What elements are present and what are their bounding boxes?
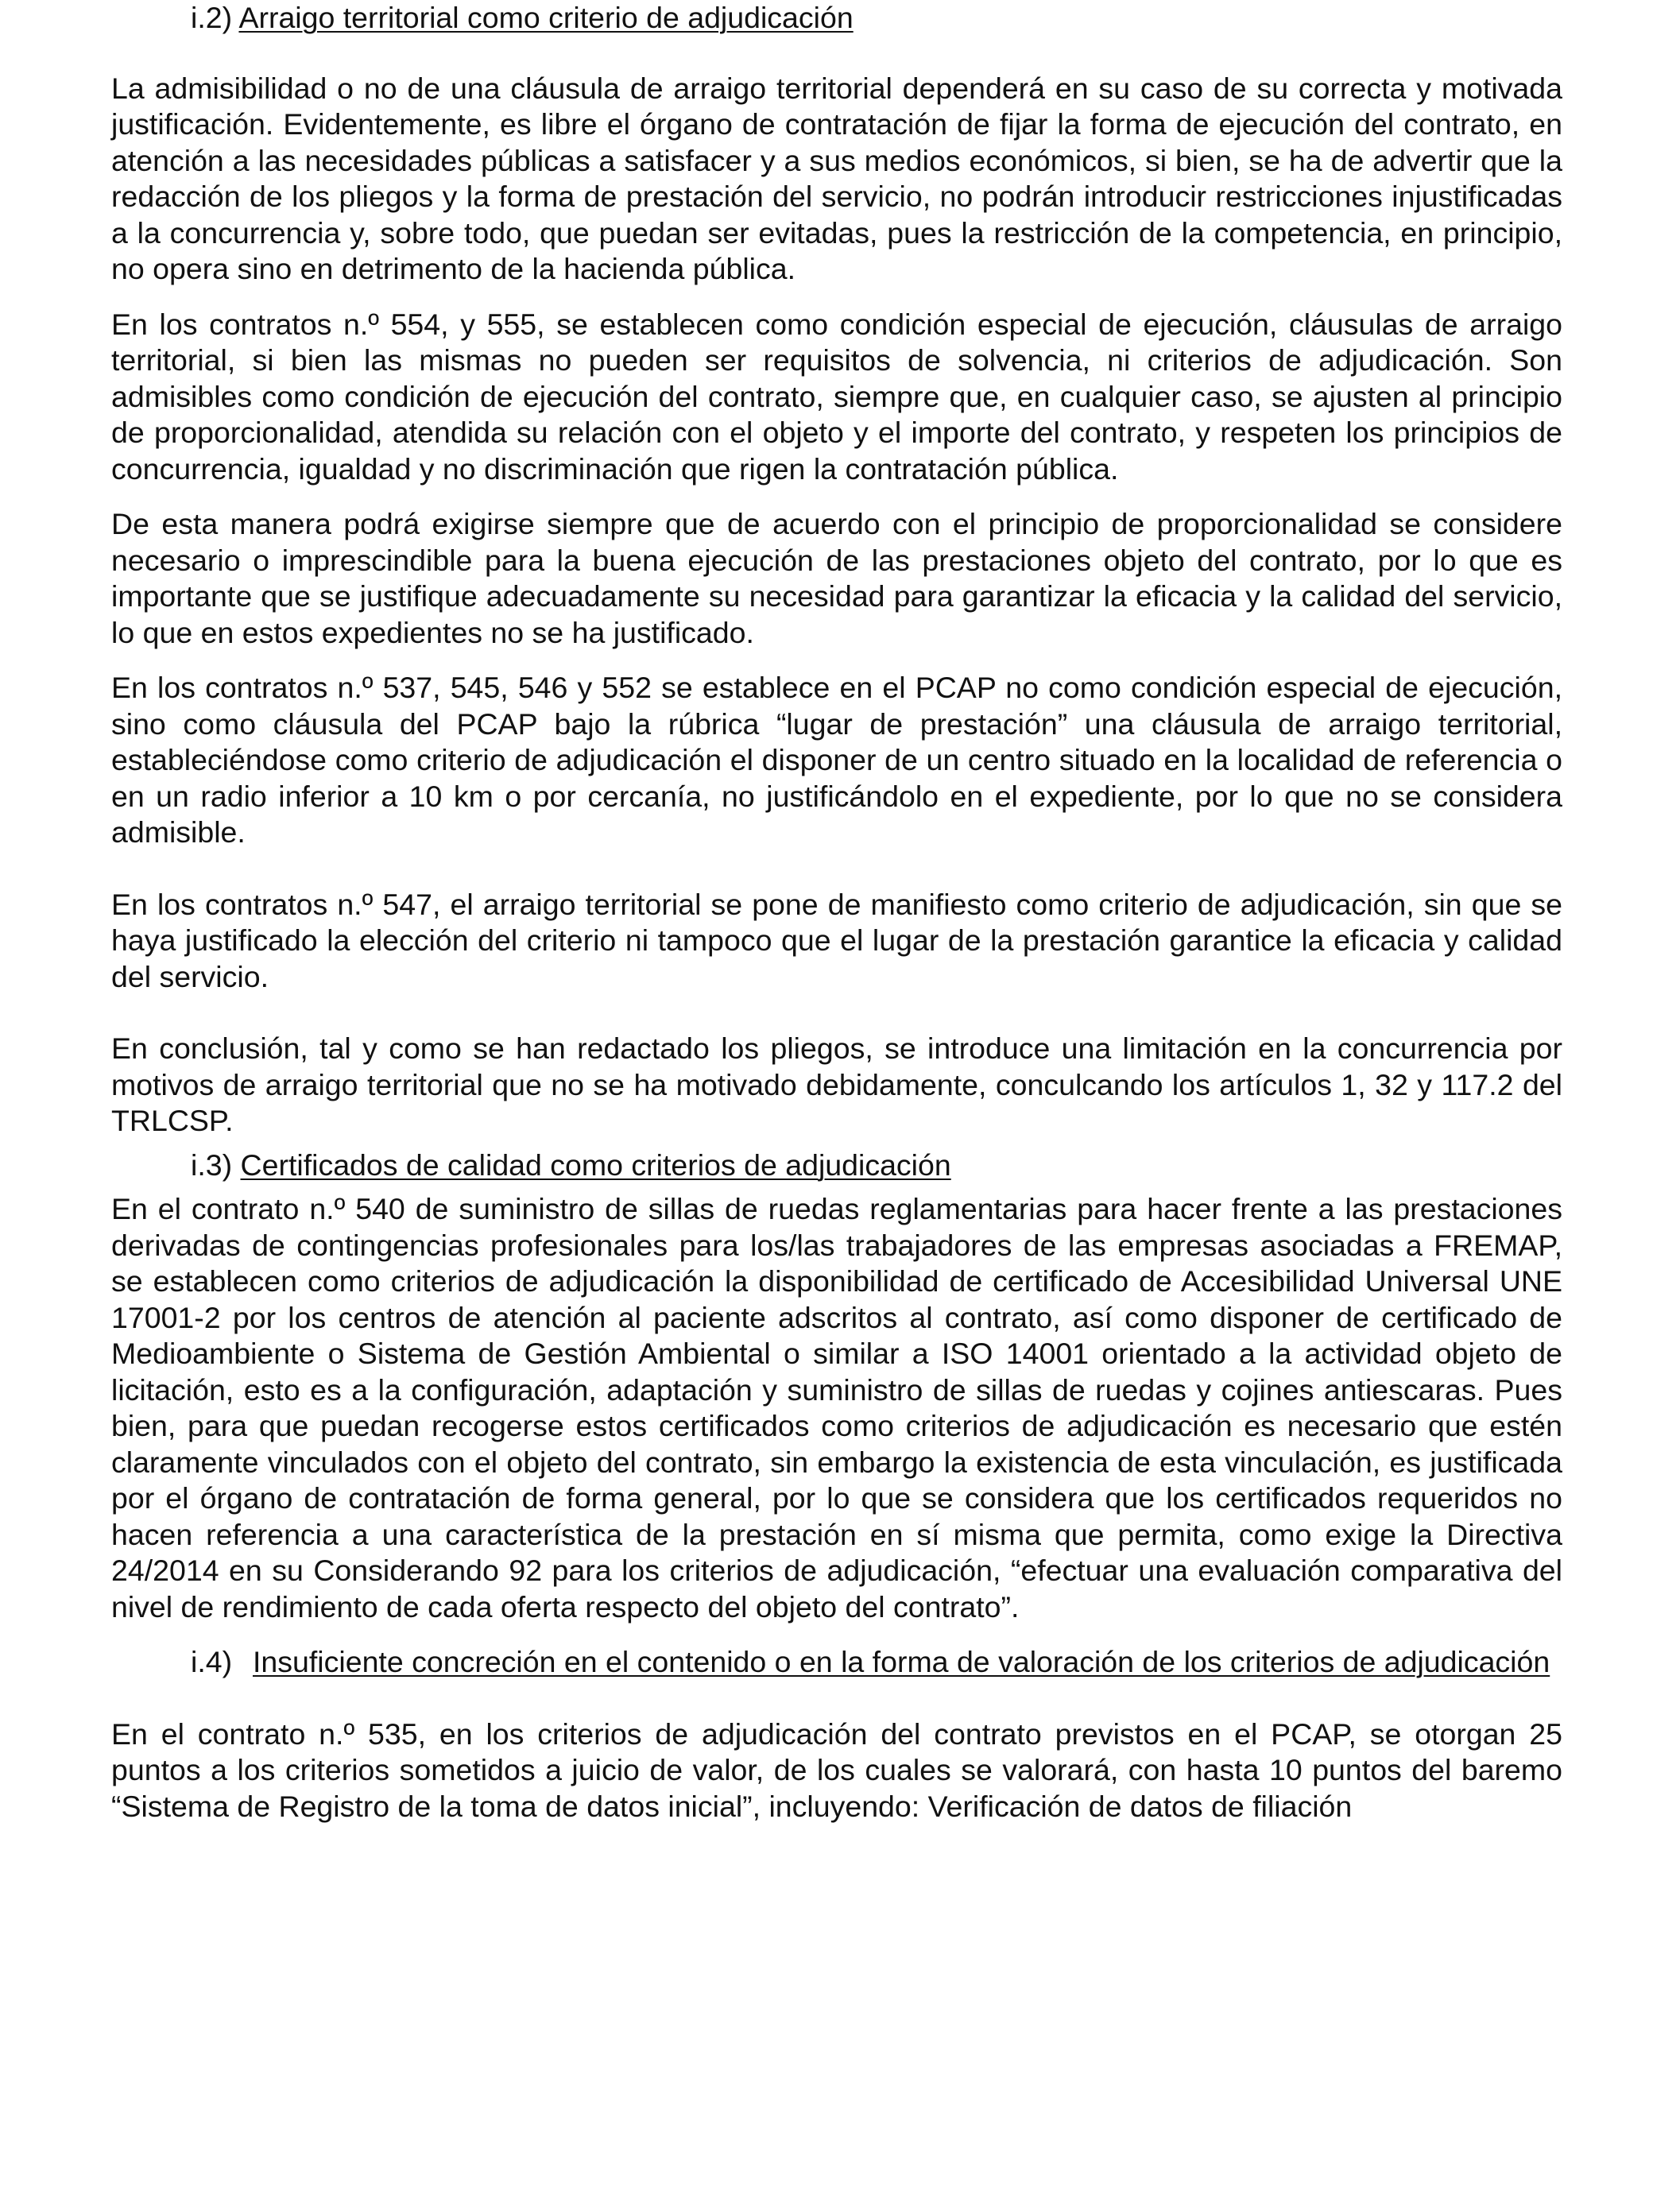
paragraph: En los contratos n.º 554, y 555, se establecen como condición especial de ejecución, cláusulas de arraigo territorial, si bien las mismas no pueden ser requisitos de solvencia, ni criterios de adjudicación. Son admisibles como condición de ejecución del contrato, siempre que, en cualquier caso, se ajusten al principio de proporcionalidad, atendida su relación con el objeto y el importe del contrato, y respeten los principios de concurrencia, igualdad y no discriminación que rigen la contratación pública.: [111, 307, 1562, 486]
section-heading-i4: [191, 1644, 1562, 1681]
paragraph: En los contratos n.º 547, el arraigo territorial se pone de manifiesto como criterio de adjudicación, sin que se haya justificado la elección del criterio ni tampoco que el lugar de la prestación garantice la eficacia y calidad del servicio.: [111, 887, 1562, 993]
paragraph: En el contrato n.º 535, en los criterios de adjudicación del contrato previstos en el PCAP, se otorgan 25 puntos a los criterios sometidos a juicio de valor, de los cuales se valorará, con hasta 10 puntos del baremo “Sistema de Registro de la toma de datos inicial”, incluyendo: Verificación de datos de filiación: [111, 1716, 1562, 1823]
paragraph: En el contrato n.º 540 de suministro de sillas de ruedas reglamentarias para hacer frente a las prestaciones derivadas de contingencias profesionales para los/las trabajadores de las empresas asociadas a FREMAP, se establecen como criterios de adjudicación la disponibilidad de certificado de Accesibilidad Universal UNE 17001-2 por los centros de atención al paciente adscritos al contrato, así como disponer de certificado de Medioambiente o Sistema de Gestión Ambiental o similar a ISO 14001 orientado a la actividad objeto de licitación, esto es a la configuración, adaptación y suministro de sillas de ruedas y cojines antiescaras. Pues bien, para que puedan recogerse estos certificados como criterios de adjudicación es necesario que estén claramente vinculados con el objeto del contrato, sin embargo la existencia de esta vinculación, es justificada por el órgano de contratación de forma general, por lo que se considera que los certificados requeridos no hacen referencia a una característica de la prestación en sí misma que permita, como exige la Directiva 24/2014 en su Considerando 92 para los criterios de adjudicación, “efectuar una evaluación comparativa del nivel de rendimiento de cada oferta respecto del objeto del contrato”.: [111, 1192, 1562, 1624]
section-title: Certificados de calidad como criterios de adjudicación: [240, 1148, 951, 1182]
section-number: i.2): [191, 1, 233, 34]
paragraph: La admisibilidad o no de una cláusula de arraigo territorial dependerá en su caso de su correcta y motivada justificación. Evidentemente, es libre el órgano de contratación de fijar la forma de ejecución del contrato, en atención a las necesidades públicas a satisfacer y a sus medios económicos, si bien, se ha de advertir que la redacción de los pliegos y la forma de prestación del servicio, no podrán introducir restricciones injustificadas a la concurrencia y, sobre todo, que puedan ser evitadas, pues la restricción de la competencia, en principio, no opera sino en detrimento de la hacienda pública.: [111, 71, 1562, 285]
section-title: Insuficiente concreción en el contenido o en la forma de valoración de los criterios de adjudicación: [253, 1645, 1550, 1678]
document-page: [111, 0, 1562, 1825]
paragraph: De esta manera podrá exigirse siempre que de acuerdo con el principio de proporcionalidad se considere necesario o imprescindible para la buena ejecución de las prestaciones objeto del contrato, por lo que es importante que se justifique adecuadamente su necesidad para garantizar la eficacia y la calidad del servicio, lo que en estos expedientes no se ha justificado.: [111, 507, 1562, 649]
section-number: i.4): [191, 1645, 233, 1678]
section-heading-i2: [191, 0, 1562, 37]
section-title: Arraigo territorial como criterio de adjudicación: [238, 1, 854, 34]
section-heading-i3: [191, 1148, 1562, 1184]
paragraph: En conclusión, tal y como se han redactado los pliegos, se introduce una limitación en la concurrencia por motivos de arraigo territorial que no se ha motivado debidamente, conculcando los artículos 1, 32 y 117.2 del TRLCSP.: [111, 1031, 1562, 1137]
paragraph: En los contratos n.º 537, 545, 546 y 552 se establece en el PCAP no como condición especial de ejecución, sino como cláusula del PCAP bajo la rúbrica “lugar de prestación” una cláusula de arraigo territorial, estableciéndose como criterio de adjudicación el disponer de un centro situado en la localidad de referencia o en un radio inferior a 10 km o por cercanía, no justificándolo en el expediente, por lo que no se considera admisible.: [111, 671, 1562, 849]
section-number: i.3): [191, 1148, 233, 1182]
